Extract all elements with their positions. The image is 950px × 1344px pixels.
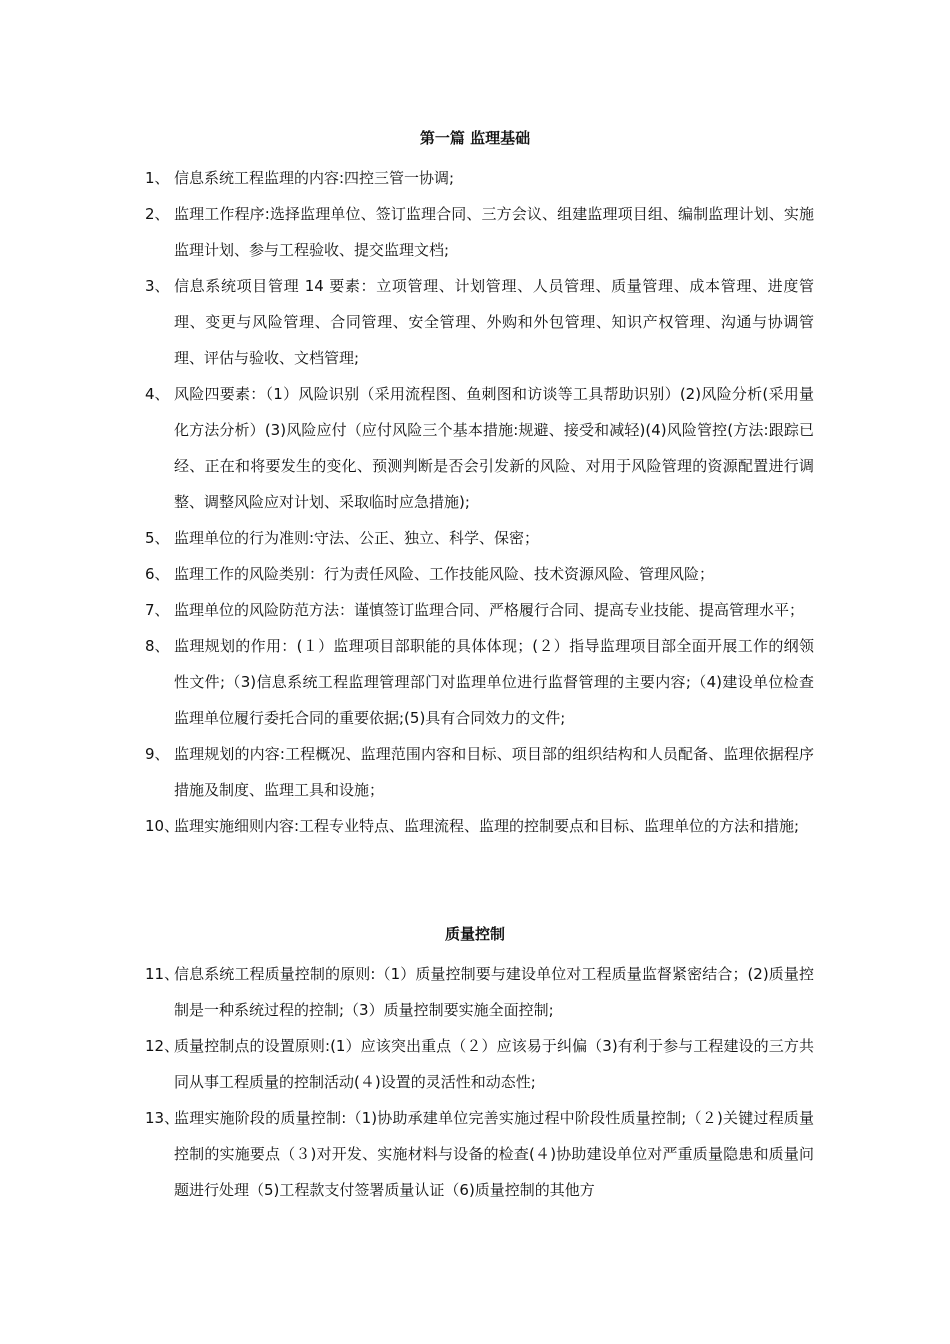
item-number: 5、 — [145, 529, 170, 547]
item-text: 监理实施细则内容:工程专业特点、监理流程、监理的控制要点和目标、监理单位的方法和措施; — [174, 817, 800, 835]
list-item — [0, 956, 950, 1028]
item-number: 9、 — [145, 745, 170, 763]
numbered-list-quality — [0, 956, 950, 1208]
section-heading-supervision-basics: 第一篇 监理基础 — [419, 129, 531, 147]
item-text: 监理实施阶段的质量控制:（1)协助承建单位完善实施过程中阶段性质量控制;（２)关键过程质量控制的实施要点（３)对开发、实施材料与设备的检查(４)协助建设单位对严重质量隐患和质量问题进行处理（5)工程款支付签署质量认证（6)质量控制的其他方 — [174, 1109, 814, 1199]
list-item — [0, 1100, 950, 1208]
item-number: 3、 — [145, 277, 170, 295]
item-text: 监理规划的作用：(１）监理项目部职能的具体体现；(２）指导监理项目部全面开展工作的纲领性文件;（3)信息系统工程监理管理部门对监理单位进行监督管理的主要内容;（4)建设单位检查监理单位履行委托合同的重要依据;(5)具有合同效力的文件; — [174, 637, 814, 727]
list-item — [0, 196, 950, 268]
item-text: 监理工作的风险类别：行为责任风险、工作技能风险、技术资源风险、管理风险； — [174, 565, 715, 583]
item-number: 11、 — [145, 965, 180, 983]
item-text: 监理单位的风险防范方法：谨慎签订监理合同、严格履行合同、提高专业技能、提高管理水平； — [174, 601, 805, 619]
list-item — [0, 592, 950, 628]
numbered-list-basics — [0, 160, 950, 844]
item-number: 12、 — [145, 1037, 180, 1055]
item-number: 1、 — [145, 169, 170, 187]
item-text: 监理单位的行为准则:守法、公正、独立、科学、保密； — [174, 529, 540, 547]
list-item — [0, 160, 950, 196]
list-item — [0, 376, 950, 520]
section-heading-quality-control: 质量控制 — [444, 925, 505, 943]
list-item — [0, 736, 950, 808]
item-number: 13、 — [145, 1109, 180, 1127]
item-text: 信息系统工程质量控制的原则:（1）质量控制要与建设单位对工程质量监督紧密结合；(2)质量控制是一种系统过程的控制;（3）质量控制要实施全面控制; — [174, 965, 814, 1019]
item-number: 10、 — [145, 817, 180, 835]
list-item — [0, 556, 950, 592]
list-item — [0, 520, 950, 556]
item-text: 信息系统项目管理 14 要素：立项管理、计划管理、人员管理、质量管理、成本管理、进度管理、变更与风险管理、合同管理、安全管理、外购和外包管理、知识产权管理、沟通与协调管理、评估与验收、文档管理; — [174, 277, 814, 367]
list-item — [0, 628, 950, 736]
item-number: 7、 — [145, 601, 170, 619]
item-number: 4、 — [145, 385, 170, 403]
list-item — [0, 808, 950, 844]
item-text: 监理工作程序:选择监理单位、签订监理合同、三方会议、组建监理项目组、编制监理计划、实施监理计划、参与工程验收、提交监理文档; — [174, 205, 814, 259]
item-number: 8、 — [145, 637, 170, 655]
item-text: 信息系统工程监理的内容:四控三管一协调; — [174, 169, 455, 187]
item-text: 风险四要素：（1）风险识别（采用流程图、鱼刺图和访谈等工具帮助识别）(2)风险分析(采用量化方法分析）(3)风险应付（应付风险三个基本措施:规避、接受和减轻)(4)风险管控(方法:跟踪已经、正在和将要发生的变化、预测判断是否会引发新的风险、对用于风险管理的资源配置进行调整、调整风险应对计划、采取临时应急措施); — [174, 385, 814, 511]
list-item — [0, 268, 950, 376]
item-text: 监理规划的内容:工程概况、监理范围内容和目标、项目部的组织结构和人员配备、监理依据程序措施及制度、监理工具和设施； — [174, 745, 814, 799]
item-number: 2、 — [145, 205, 170, 223]
list-item — [0, 1028, 950, 1100]
item-text: 质量控制点的设置原则:(1）应该突出重点（２）应该易于纠偏（3)有利于参与工程建设的三方共同从事工程质量的控制活动(４)设置的灵活性和动态性; — [174, 1037, 814, 1091]
item-number: 6、 — [145, 565, 170, 583]
